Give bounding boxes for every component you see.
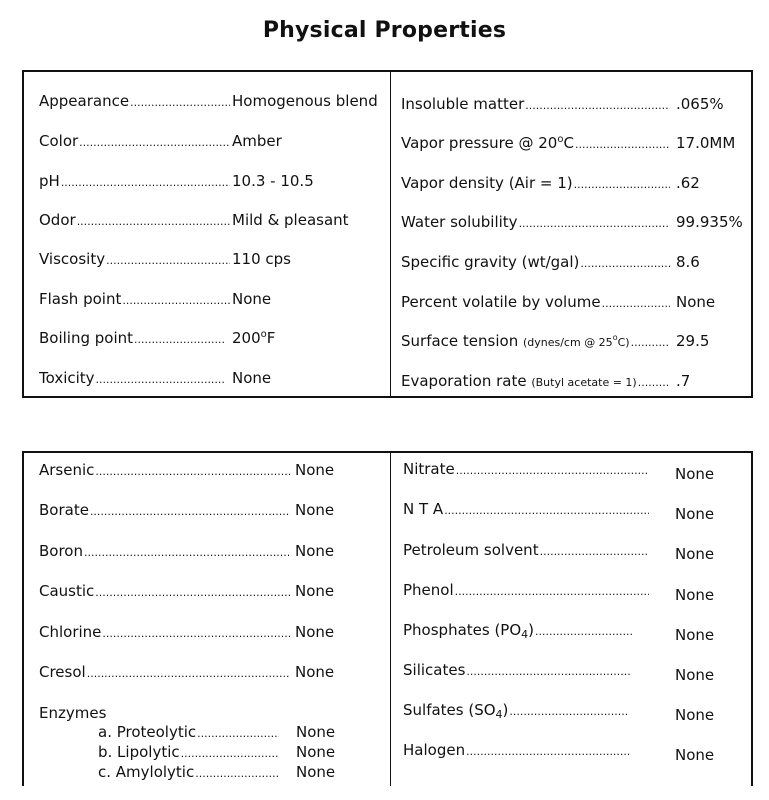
prop-row-flash-point	[39, 290, 234, 308]
item-row-chlorine	[39, 623, 294, 641]
prop-label: Surface tension (dynes/cm @ 25$^o$C)	[401, 332, 630, 350]
item-value: None	[295, 461, 335, 479]
item-row-boron	[39, 542, 294, 560]
item-value: None	[675, 545, 715, 563]
prop-row-ph	[39, 172, 234, 190]
prop-label: Evaporation rate (Butyl acetate = 1)	[401, 372, 637, 390]
item-label: b. Lipolytic	[98, 743, 180, 761]
item-row-silicates	[403, 661, 636, 679]
prop-value: 200$^o$F	[232, 329, 276, 347]
contaminants-table	[22, 451, 753, 786]
item-label: Phenol	[403, 581, 454, 599]
enzymes-heading: Enzymes	[39, 704, 107, 722]
item-value: None	[296, 763, 336, 781]
item-row-nitrate	[403, 460, 653, 478]
item-value: None	[675, 586, 715, 604]
prop-label: Odor	[39, 211, 76, 229]
prop-value: None	[676, 293, 716, 311]
prop-value: None	[232, 369, 272, 387]
item-row-phosphates	[403, 621, 636, 641]
prop-row-evaporation-rate	[401, 372, 674, 390]
item-label: Boron	[39, 542, 83, 560]
prop-label: Toxicity	[39, 369, 95, 387]
prop-value: 10.3 - 10.5	[232, 172, 314, 190]
prop-row-vapor-pressure	[401, 134, 674, 152]
item-value: None	[295, 582, 335, 600]
item-value: None	[295, 542, 335, 560]
item-row-caustic	[39, 582, 294, 600]
prop-label: pH	[39, 172, 60, 190]
item-label: Cresol	[39, 663, 86, 681]
item-label: Arsenic	[39, 461, 95, 479]
prop-row-viscosity	[39, 250, 234, 268]
prop-value: Homogenous blend	[232, 92, 378, 110]
item-row-cresol	[39, 663, 294, 681]
prop-label: Boiling point	[39, 329, 134, 347]
prop-label: Appearance	[39, 92, 130, 110]
physical-properties-table	[22, 70, 753, 398]
item-row-nta	[403, 500, 653, 518]
prop-row-surface-tension	[401, 332, 674, 350]
column-divider	[390, 72, 391, 396]
prop-row-specific-gravity	[401, 253, 674, 271]
prop-label: Viscosity	[39, 250, 106, 268]
item-label: Chlorine	[39, 623, 102, 641]
prop-row-percent-volatile	[401, 293, 674, 311]
prop-row-vapor-density	[401, 174, 674, 192]
prop-row-appearance	[39, 92, 234, 110]
prop-value: Amber	[232, 132, 282, 150]
page-title: Physical Properties	[262, 18, 507, 43]
prop-label: Specific gravity (wt/gal)	[401, 253, 580, 271]
item-label: Petroleum solvent	[403, 541, 539, 559]
prop-value: .7	[676, 372, 691, 390]
prop-label: Vapor density (Air = 1)	[401, 174, 573, 192]
item-value: None	[675, 746, 715, 764]
item-label: N T A	[403, 500, 444, 518]
column-divider	[390, 453, 391, 786]
item-value: None	[675, 505, 715, 523]
enzyme-row-proteolytic	[98, 723, 283, 741]
enzyme-row-lipolytic	[98, 743, 283, 761]
prop-row-toxicity	[39, 369, 229, 387]
prop-label: Insoluble matter	[401, 95, 525, 113]
prop-label: Color	[39, 132, 79, 150]
item-label: Nitrate	[403, 460, 455, 478]
item-row-phenol	[403, 581, 653, 599]
item-value: None	[296, 743, 336, 761]
prop-value: 110 cps	[232, 250, 291, 268]
prop-value: .065%	[676, 95, 724, 113]
item-label: Phosphates $(PO_4)$	[403, 621, 535, 641]
item-label: Halogen	[403, 741, 466, 759]
item-value: None	[675, 666, 715, 684]
prop-value: 99.935%	[676, 213, 743, 231]
item-label: Sulfates $(SO_4)$	[403, 701, 509, 721]
prop-label: Percent volatile by volume	[401, 293, 601, 311]
prop-row-insoluble-matter	[401, 95, 674, 113]
item-label: Silicates	[403, 661, 466, 679]
item-label: c. Amylolytic	[98, 763, 195, 781]
prop-label: Flash point	[39, 290, 122, 308]
item-value: None	[295, 623, 335, 641]
item-value: None	[295, 663, 335, 681]
item-row-borate	[39, 501, 294, 519]
prop-value: .62	[676, 174, 700, 192]
prop-value: 8.6	[676, 253, 700, 271]
prop-row-boiling-point	[39, 329, 229, 347]
prop-row-odor	[39, 211, 234, 229]
item-row-arsenic	[39, 461, 294, 479]
item-value: None	[295, 501, 335, 519]
item-value: None	[675, 706, 715, 724]
item-value: None	[296, 723, 336, 741]
prop-row-color	[39, 132, 234, 150]
item-row-halogen	[403, 741, 633, 759]
item-row-petroleum-solvent	[403, 541, 653, 559]
item-row-sulfates	[403, 701, 633, 721]
prop-value: None	[232, 290, 272, 308]
enzyme-row-amylolytic	[98, 763, 283, 781]
prop-value: 29.5	[676, 332, 710, 350]
prop-label: Water solubility	[401, 213, 518, 231]
prop-label: Vapor pressure @ 20$^o$C	[401, 134, 574, 152]
prop-row-water-solubility	[401, 213, 674, 231]
item-label: a. Proteolytic	[98, 723, 197, 741]
item-label: Borate	[39, 501, 89, 519]
item-value: None	[675, 465, 715, 483]
item-label: Caustic	[39, 582, 95, 600]
prop-value: Mild & pleasant	[232, 211, 349, 229]
item-value: None	[675, 626, 715, 644]
prop-value: 17.0MM	[676, 134, 736, 152]
